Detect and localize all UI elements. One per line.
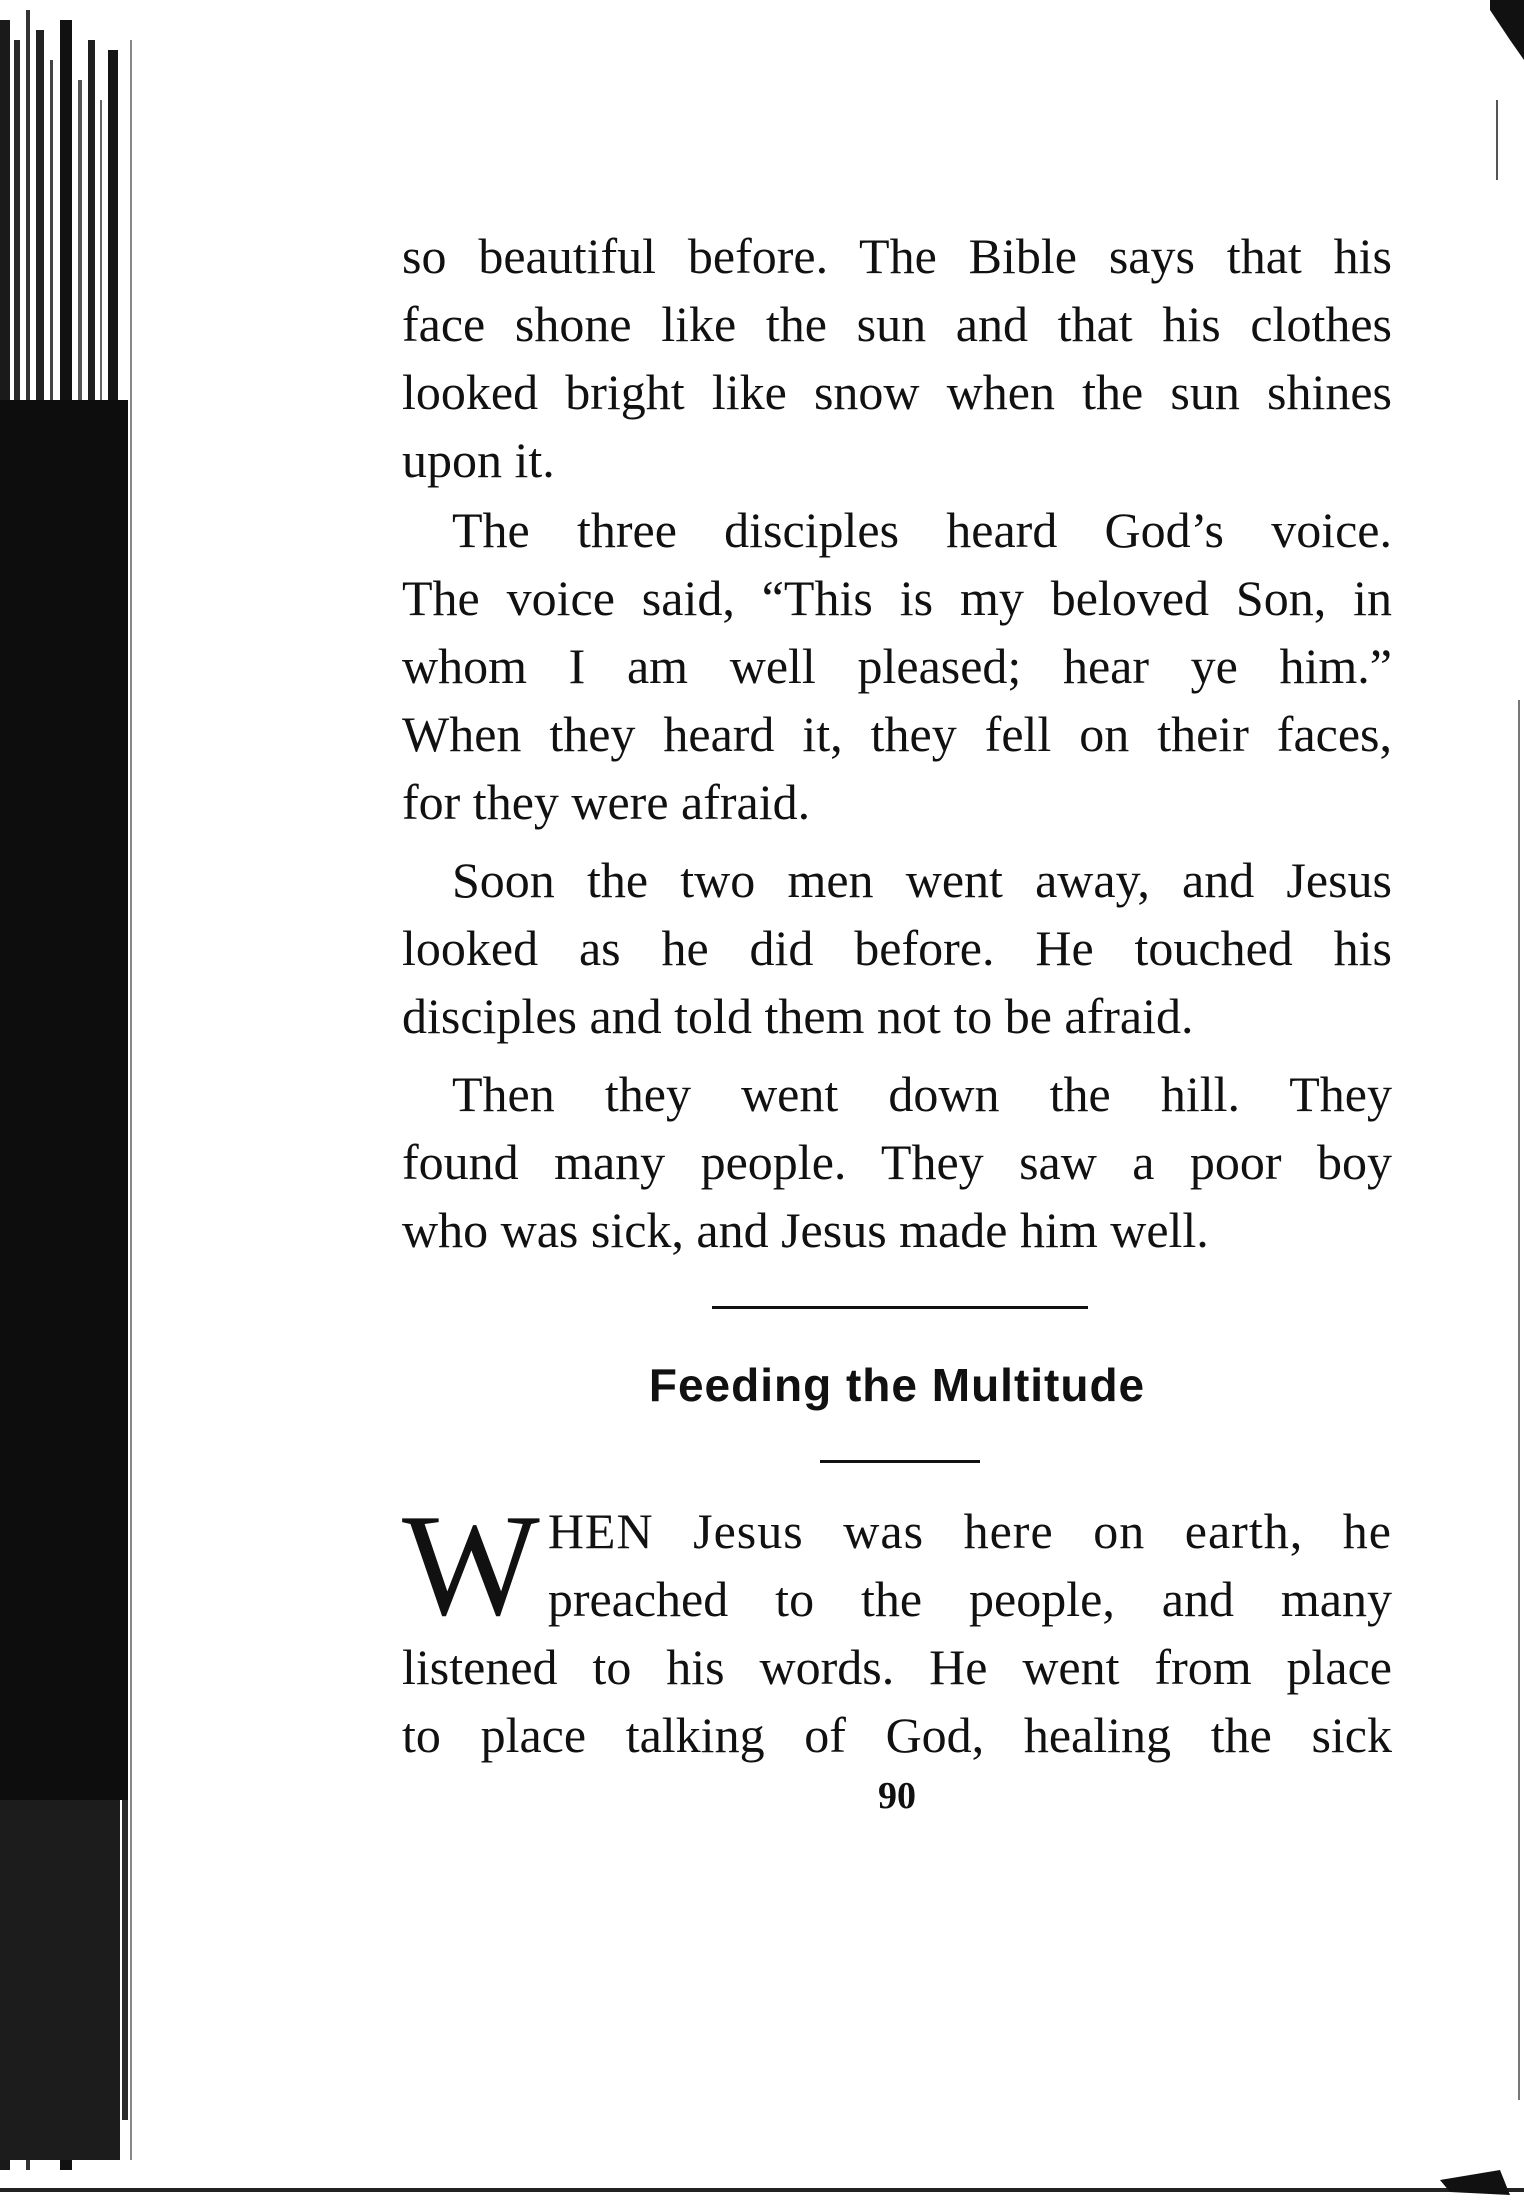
text-line: listened to his words. He went from place bbox=[402, 1639, 1392, 1695]
body-text-top bbox=[402, 222, 1392, 1264]
text-line: for they were afraid. bbox=[402, 774, 811, 830]
paragraph-4 bbox=[402, 1060, 1392, 1264]
text-line: preached to the people, and many bbox=[547, 1571, 1392, 1627]
paragraph-3 bbox=[402, 846, 1392, 1050]
text-line: HEN Jesus was here on earth, he bbox=[547, 1503, 1392, 1559]
text-line: face shone like the sun and that his clothes bbox=[402, 296, 1392, 352]
text-line: looked as he did before. He touched his bbox=[402, 920, 1392, 976]
scan-binding-edge bbox=[0, 0, 150, 2201]
page-number: 90 bbox=[878, 1775, 916, 1817]
text-line: The three disciples heard God’s voice. bbox=[452, 502, 1392, 558]
text-line: disciples and told them not to be afraid. bbox=[402, 988, 1194, 1044]
text-line: found many people. They saw a poor boy bbox=[402, 1134, 1392, 1190]
section-heading: Feeding the Multitude bbox=[648, 1359, 1146, 1411]
scan-right-edge bbox=[1490, 0, 1524, 2201]
section-rule-bottom bbox=[820, 1460, 980, 1463]
drop-cap-letter: W bbox=[402, 1484, 540, 1646]
text-line: to place talking of God, healing the sick bbox=[402, 1707, 1392, 1763]
text-line: whom I am well pleased; hear ye him.” bbox=[402, 638, 1392, 694]
text-line: Soon the two men went away, and Jesus bbox=[452, 852, 1392, 908]
text-line: Then they went down the hill. They bbox=[452, 1066, 1392, 1122]
text-line: upon it. bbox=[402, 432, 555, 488]
text-line: When they heard it, they fell on their faces, bbox=[402, 706, 1392, 762]
text-line: so beautiful before. The Bible says that his bbox=[402, 228, 1392, 284]
paragraph-1 bbox=[402, 222, 1392, 494]
scan-bottom-edge bbox=[0, 2170, 1524, 2201]
section-opening-text bbox=[402, 1484, 1392, 1769]
text-line: looked bright like snow when the sun shines bbox=[402, 364, 1392, 420]
text-line: The voice said, “This is my beloved Son, in bbox=[402, 570, 1392, 626]
paragraph-2 bbox=[402, 496, 1392, 836]
text-line: who was sick, and Jesus made him well. bbox=[402, 1202, 1209, 1258]
section-rule-top bbox=[712, 1306, 1088, 1309]
